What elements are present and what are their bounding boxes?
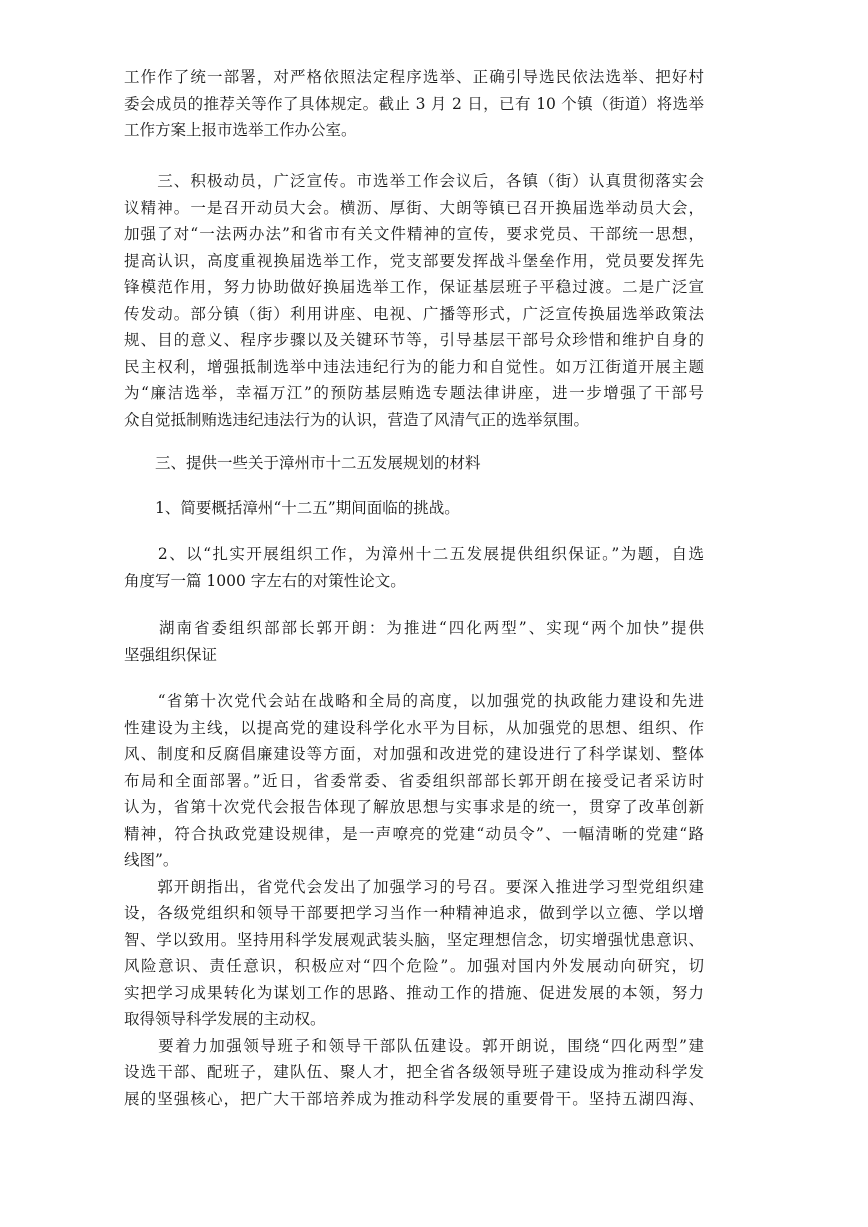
paragraph-election-work-plan (124, 64, 704, 144)
text-line: 三、提供一些关于漳州市十二五发展规划的材料 (124, 454, 481, 472)
text-line: 2、以“扎实开展组织工作，为漳州十二五发展提供组织保证。”为题，自选 (124, 545, 704, 563)
text-line: 加强了对“一法两办法”和省市有关文件精神的宣传，要求党员、干部统一思想， (124, 225, 704, 243)
text-line: 展的坚强核心，把广大干部培养成为推动科学发展的重要骨干。坚持五湖四海、 (124, 1089, 704, 1108)
text-line: 1、简要概括漳州“十二五”期间面临的挑战。 (124, 499, 460, 517)
text-line: 传发动。部分镇（街）利用讲座、电视、广播等形式，广泛宣传换届选举政策法 (124, 304, 704, 323)
text-line: 工作方案上报市选举工作办公室。 (124, 121, 357, 139)
paragraph-mobilization (124, 168, 704, 433)
text-line: 精神，符合执政党建设规律，是一声嘹亮的党建“动员令”、一幅清晰的党建“路 (124, 824, 704, 843)
article-title (124, 615, 704, 668)
text-line: 湖南省委组织部部长郭开朗：为推进“四化两型”、实现“两个加快”提供 (124, 619, 704, 637)
text-line: 坚强组织保证 (124, 645, 218, 664)
text-line: 实把学习成果转化为谋划工作的思路、推动工作的措施、促进发展的本领，努力 (124, 983, 704, 1002)
text-line: 智、学以致用。坚持用科学发展观武装头脑，坚定理想信念，切实增强忧患意识、 (124, 930, 704, 949)
question-2 (124, 541, 704, 594)
text-line: 议精神。一是召开动员大会。横沥、厚街、大朗等镇已召开换届选举动员大会， (124, 198, 704, 217)
text-line: 认为，省第十次党代会报告体现了解放思想与实事求是的统一，贯穿了改革创新 (124, 798, 704, 816)
text-line: 要着力加强领导班子和领导干部队伍建设。郭开朗说，围绕“四化两型”建 (124, 1036, 704, 1055)
section-heading-zhangzhou-plan (124, 450, 704, 477)
text-line: 角度写一篇 1000 字左右的对策性论文。 (124, 571, 406, 590)
article-body (124, 688, 704, 1112)
text-line: 性建设为主线，以提高党的建设科学化水平为目标，从加强党的思想、组织、作 (124, 718, 704, 737)
text-line: 众自觉抵制贿选违纪违法行为的认识，营造了风清气正的选举氛围。 (124, 410, 590, 429)
text-line: 设，各级党组织和领导干部要把学习当作一种精神追求，做到学以立德、学以增 (124, 904, 704, 922)
text-line: 为“廉洁选举，幸福万江”的预防基层贿选专题法律讲座，进一步增强了干部号 (124, 384, 704, 402)
text-line: 取得领导科学发展的主动权。 (124, 1010, 326, 1028)
text-line: 设选干部、配班子，建队伍、聚人才，把全省各级领导班子建设成为推动科学发 (124, 1063, 704, 1081)
text-line: 线图”。 (124, 851, 179, 869)
text-line: 三、积极动员，广泛宣传。市选举工作会议后，各镇（街）认真贯彻落实会 (124, 172, 704, 190)
text-line: 风、制度和反腐倡廉建设等方面，对加强和改进党的建设进行了科学谋划、整体 (124, 745, 704, 763)
text-line: 布局和全面部署。”近日，省委常委、省委组织部部长郭开朗在接受记者采访时 (124, 771, 704, 790)
text-line: 委会成员的推荐关等作了具体规定。截止 3 月 2 日，已有 10 个镇（街道）将选举 (124, 94, 704, 113)
text-line: 锋模范作用，努力协助做好换届选举工作，保证基层班子平稳过渡。二是广泛宣 (124, 278, 704, 296)
text-line: 民主权利，增强抵制选举中违法违纪行为的能力和自觉性。如万江街道开展主题 (124, 357, 704, 376)
text-line: 工作作了统一部署，对严格依照法定程序选举、正确引导选民依法选举、把好村 (124, 68, 704, 86)
text-line: 郭开朗指出，省党代会发出了加强学习的号召。要深入推进学习型党组织建 (124, 877, 704, 896)
text-line: “省第十次党代会站在战略和全局的高度，以加强党的执政能力建设和先进 (124, 692, 704, 710)
text-line: 规、目的意义、程序步骤以及关键环节等，引导基层干部号众珍惜和维护自身的 (124, 331, 704, 349)
text-line: 提高认识，高度重视换届选举工作，党支部要发挥战斗堡垒作用，党员要发挥先 (124, 251, 704, 270)
text-line: 风险意识、责任意识，积极应对“四个危险”。加强对国内外发展动向研究，切 (124, 957, 704, 975)
question-1 (124, 495, 704, 522)
